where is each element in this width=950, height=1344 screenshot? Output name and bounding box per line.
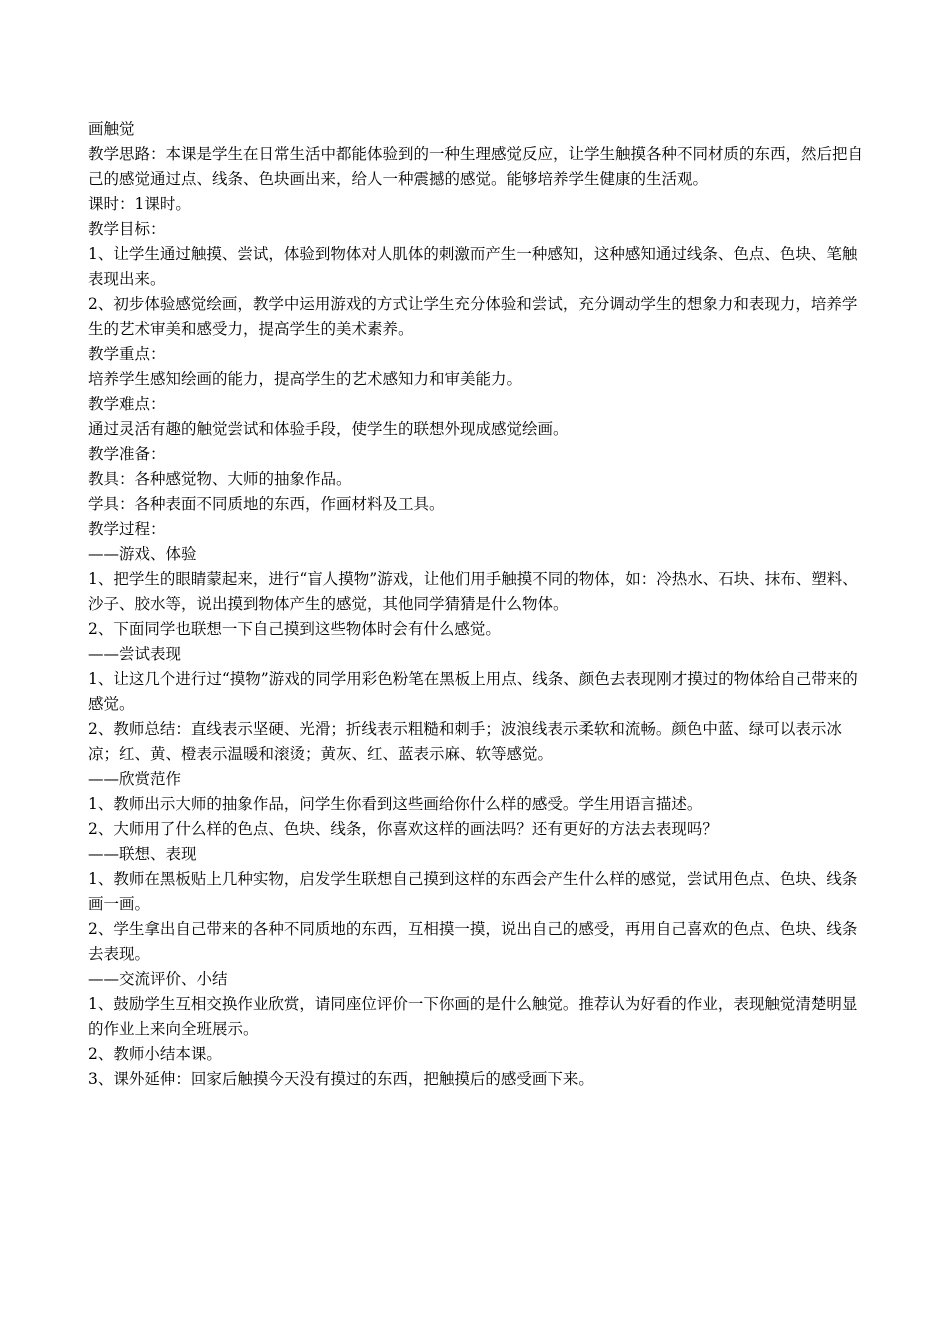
paragraph-teaching-idea: 教学思路：本课是学生在日常生活中都能体验到的一种生理感觉反应，让学生触摸各种不同材质的东西，然后把自己的感觉通过点、线条、色块画出来，给人一种震撼的感觉。能够培养学生健康的生活观。	[88, 145, 864, 188]
paragraph-try-1: 1、让这几个进行过“摸物”游戏的同学用彩色粉笔在黑板上用点、线条、颜色去表现刚才摸过的物体给自己带来的感觉。	[88, 670, 858, 713]
paragraph-evaluate-2: 2、教师小结本课。	[88, 1045, 222, 1063]
paragraph-associate-2: 2、学生拿出自己带来的各种不同质地的东西，互相摸一摸，说出自己的感受，再用自己喜欢的色点、色块、线条去表现。	[88, 920, 858, 963]
paragraph-difficulties: 通过灵活有趣的触觉尝试和体验手段，使学生的联想外现成感觉绘画。	[88, 420, 569, 438]
section-evaluate: ——交流评价、小结	[88, 970, 228, 988]
document-page	[88, 117, 870, 1092]
document-title: 画触觉	[88, 120, 135, 138]
paragraph-goal-1: 1、让学生通过触摸、尝试，体验到物体对人肌体的刺激而产生一种感知，这种感知通过线条、色点、色块、笔触表现出来。	[88, 245, 858, 288]
paragraph-game-2: 2、下面同学也联想一下自己摸到这些物体时会有什么感觉。	[88, 620, 501, 638]
paragraph-goal-2: 2、初步体验感觉绘画，教学中运用游戏的方式让学生充分体验和尝试，充分调动学生的想象力和表现力，培养学生的艺术审美和感受力，提高学生的美术素养。	[88, 295, 858, 338]
paragraph-appreciate-1: 1、教师出示大师的抽象作品，问学生你看到这些画给你什么样的感受。学生用语言描述。	[88, 795, 703, 813]
paragraph-teacher-tools: 教具：各种感觉物、大师的抽象作品。	[88, 470, 352, 488]
paragraph-try-2: 2、教师总结：直线表示坚硬、光滑；折线表示粗糙和刺手；波浪线表示柔软和流畅。颜色中蓝、绿可以表示冰凉；红、黄、橙表示温暖和滚烫；黄灰、红、蓝表示麻、软等感觉。	[88, 720, 842, 763]
heading-teaching-goals: 教学目标：	[88, 220, 166, 238]
heading-preparation: 教学准备：	[88, 445, 166, 463]
paragraph-associate-1: 1、教师在黑板贴上几种实物，启发学生联想自己摸到这样的东西会产生什么样的感觉，尝试用色点、色块、线条画一画。	[88, 870, 858, 913]
section-associate: ——联想、表现	[88, 845, 197, 863]
section-try-express: ——尝试表现	[88, 645, 182, 663]
section-appreciate: ——欣赏范作	[88, 770, 182, 788]
paragraph-appreciate-2: 2、大师用了什么样的色点、色块、线条，你喜欢这样的画法吗？还有更好的方法去表现吗？	[88, 820, 718, 838]
heading-difficulties: 教学难点：	[88, 395, 166, 413]
paragraph-evaluate-1: 1、鼓励学生互相交换作业欣赏，请同座位评价一下你画的是什么触觉。推荐认为好看的作业，表现触觉清楚明显的作业上来向全班展示。	[88, 995, 858, 1038]
section-game-experience: ——游戏、体验	[88, 545, 197, 563]
paragraph-key-points: 培养学生感知绘画的能力，提高学生的艺术感知力和审美能力。	[88, 370, 523, 388]
paragraph-evaluate-3: 3、课外延伸：回家后触摸今天没有摸过的东西，把触摸后的感受画下来。	[88, 1070, 594, 1088]
paragraph-student-tools: 学具：各种表面不同质地的东西，作画材料及工具。	[88, 495, 445, 513]
heading-key-points: 教学重点：	[88, 345, 166, 363]
heading-process: 教学过程：	[88, 520, 166, 538]
paragraph-lesson-hours: 课时：1课时。	[88, 195, 191, 213]
paragraph-game-1: 1、把学生的眼睛蒙起来，进行“盲人摸物”游戏，让他们用手触摸不同的物体，如：冷热水、石块、抹布、塑料、沙子、胶水等，说出摸到物体产生的感觉，其他同学猜猜是什么物体。	[88, 570, 858, 613]
